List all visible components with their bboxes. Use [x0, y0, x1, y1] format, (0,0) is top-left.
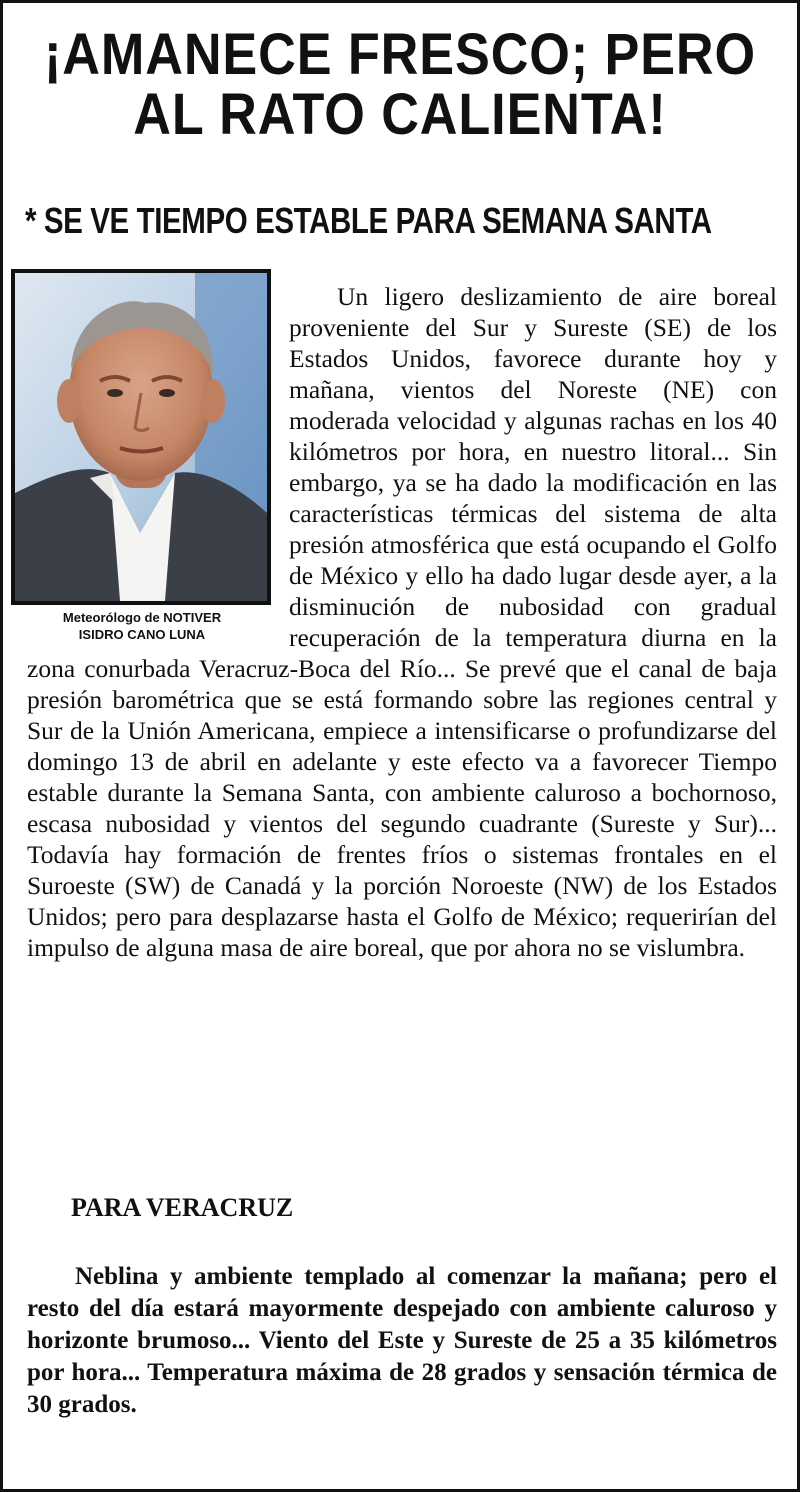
section-title: PARA VERACRUZ [71, 1193, 294, 1222]
subheadline: * SE VE TIEMPO ESTABLE PARA SEMANA SANTA [25, 200, 712, 241]
forecast-text: Neblina y ambiente templado al comenzar la mañana; pero el resto del día estará mayormente despejado con ambiente caluroso y horizonte brumoso... Viento del Este y Sureste de 25 a 35 kilómetros por hora... Temperatura máxima de 28 grados y sensación térmica de 30 grados. [27, 1263, 777, 1418]
headline [43, 22, 758, 147]
article-body [27, 281, 777, 963]
caption-line-1: Meteorólogo de NOTIVER [62, 610, 222, 625]
photo-wrap-spacer [27, 281, 289, 649]
veracruz-forecast [27, 1261, 777, 1421]
article-body-text: Un ligero deslizamiento de aire boreal proveniente del Sur y Sureste (SE) de los Estados Unidos, favorece durante hoy y mañana, vientos del Noreste (NE) con moderada velocidad y algunas rachas en los 40 kilómetros por hora, en nuestro litoral... Sin embargo, ya se ha dado la modificación en las características térmicas del sistema de alta presión atmosférica que está ocupando el Golfo de México y ello ha dado lugar desde ayer, a la disminución de nubosidad con gradual recuperación de la temperatura diurna en la zona conurbada Veracruz-Boca del Río... Se prevé que el canal de baja presión barométrica que se está formando sobre las regiones central y Sur de la Unión Americana, empiece a intensificarse o profundizarse del domingo 13 de abril en adelante y este efecto va a favorecer Tiempo estable durante la Semana Santa, con ambiente caluroso a bochornoso, escasa nubosidad y vientos del segundo cuadrante (Sureste y Sur)... Todavía hay formación de frentes fríos o sistemas frontales en el Suroeste (SW) de Canadá y la porción Noroeste (NW) de los Estados Unidos; pero para desplazarse hasta el Golfo de México; requerirían del impulso de alguna masa de aire boreal, que por ahora no se vislumbra. [27, 282, 777, 962]
headline-line-2: AL RATO CALIENTA! [133, 82, 667, 147]
headline-line-1: ¡AMANECE FRESCO; PERO [43, 22, 757, 87]
caption-line-2: ISIDRO CANO LUNA [78, 627, 206, 642]
